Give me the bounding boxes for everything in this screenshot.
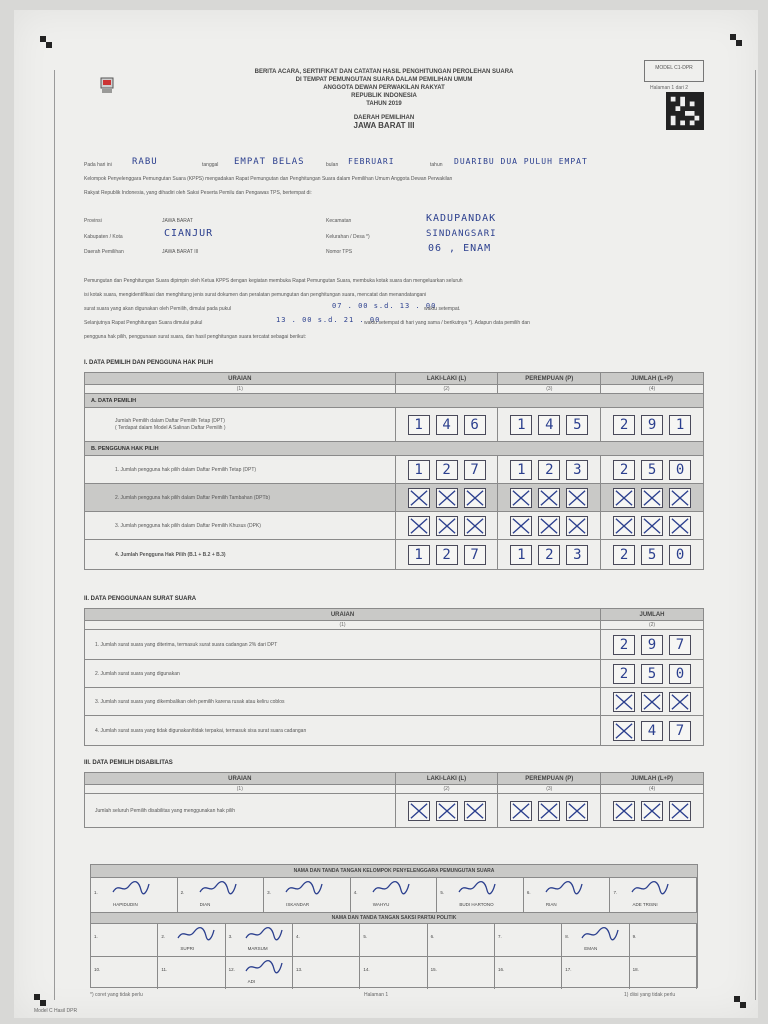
signature-name: ISKANDAR — [286, 902, 310, 907]
signature-number: 4. — [353, 890, 358, 895]
s2-col-jumlah: JUMLAH — [601, 609, 704, 621]
crossed-box[interactable] — [669, 692, 691, 712]
digit-box[interactable]: 5 — [641, 545, 663, 565]
month-label: bulan — [326, 162, 339, 168]
s1-a-row-sublabel: ( Terdapat dalam Model A Salinan Daftar Pemilih ) — [115, 424, 226, 431]
title-line-4: REPUBLIK INDONESIA — [351, 93, 417, 99]
section-2-title: II. DATA PENGGUNAAN SURAT SUARA — [84, 596, 197, 602]
signature-number: 8. — [565, 934, 570, 939]
digit-box[interactable]: 0 — [669, 545, 691, 565]
saksi-signature-cell[interactable] — [226, 957, 293, 989]
provinsi-label: Provinsi — [84, 218, 102, 224]
s3-num-4: (4) — [601, 785, 704, 794]
digit-box[interactable]: 7 — [669, 635, 691, 655]
registration-mark-top-right — [730, 34, 742, 46]
kecamatan-field[interactable]: KADUPANDAK — [426, 213, 497, 224]
crossed-box[interactable] — [566, 516, 588, 536]
crossed-box[interactable] — [464, 801, 486, 821]
saksi-signature-row-2 — [91, 956, 697, 989]
kabupaten-label: Kabupaten / Kota — [84, 234, 123, 240]
kpps-signature-cell[interactable] — [351, 878, 438, 912]
paragraph-line-3: surat suara yang akan digunakan oleh Pemilih, dimulai pada pukul — [84, 306, 232, 312]
crossed-box[interactable] — [613, 488, 635, 508]
crossed-box[interactable] — [408, 516, 430, 536]
dapil-value: JAWA BARAT III — [353, 121, 415, 130]
crossed-box[interactable] — [464, 488, 486, 508]
saksi-signature-title: NAMA DAN TANDA TANGAN SAKSI PARTAI POLITIK — [91, 913, 697, 923]
digit-box[interactable]: 2 — [613, 460, 635, 480]
signature-name: EMAN — [584, 946, 598, 951]
s1-col-laki: LAKI-LAKI (L) — [395, 373, 498, 385]
qr-code-icon — [666, 92, 704, 130]
signature-number: 15. — [430, 967, 437, 972]
saksi-signature-cell[interactable] — [495, 924, 562, 956]
digit-box[interactable]: 1 — [408, 545, 430, 565]
registration-mark-bottom-left — [34, 994, 46, 1006]
crossed-box[interactable] — [641, 801, 663, 821]
s3-num-1: (1) — [85, 785, 396, 794]
kpps-signature-cell[interactable] — [524, 878, 611, 912]
signature-scribble-icon — [284, 880, 324, 901]
dapil-heading: DAERAH PEMILIHAN — [353, 115, 415, 121]
digit-box[interactable]: 2 — [436, 460, 458, 480]
s1-num-2: (2) — [395, 385, 498, 394]
crossed-box[interactable] — [408, 488, 430, 508]
signature-scribble-icon — [544, 880, 584, 901]
digit-box[interactable]: 2 — [613, 664, 635, 684]
s1-a-jumlah-digits — [601, 415, 703, 435]
s3-col-laki: LAKI-LAKI (L) — [395, 773, 498, 785]
signature-number: 5. — [440, 890, 445, 895]
section-3-title: III. DATA PEMILIH DISABILITAS — [84, 760, 173, 766]
document-title — [164, 68, 604, 130]
footer-model: Model C Hasil DPR — [34, 1008, 78, 1014]
signature-number: 6. — [526, 890, 531, 895]
kelurahan-field[interactable]: SINDANGSARI — [426, 229, 497, 239]
signature-name: MARSUM — [247, 946, 268, 951]
kpps-signature-cell[interactable] — [437, 878, 524, 912]
s1-a-perempuan-digits — [498, 415, 600, 435]
footer-note-right: 1) diisi yang tidak perlu — [624, 992, 676, 998]
crossed-box[interactable] — [641, 488, 663, 508]
page-indicator: Halaman 1 dari 2 — [650, 85, 689, 91]
signature-number: 11. — [161, 967, 168, 972]
signature-number: 14. — [363, 967, 370, 972]
signature-number: 6. — [430, 934, 435, 939]
kpps-signature-cell[interactable] — [91, 878, 178, 912]
paragraph-line-2: isi kotak suara, mengidentifikasi dan menghitung jenis surat dokumen dan peralatan pemungutan dan penghitungan suara, mencatat dan menandatangani — [84, 292, 427, 298]
signature-number: 1. — [94, 890, 98, 895]
s3-num-2: (2) — [395, 785, 498, 794]
tps-label: Nomor TPS — [326, 249, 353, 255]
s1-b4-label: 4. Jumlah Pengguna Hak Pilih (B.1 + B.2 + B.3) — [85, 540, 396, 570]
saksi-signature-cell[interactable] — [91, 957, 158, 989]
digit-box[interactable]: 1 — [510, 460, 532, 480]
signature-number: 13. — [295, 967, 303, 972]
s3-col-uraian: URAIAN — [85, 773, 396, 785]
section-1-title: I. DATA PEMILIH DAN PENGGUNA HAK PILIH — [84, 360, 213, 366]
kpu-logo-icon — [100, 74, 114, 96]
title-line-5: TAHUN 2019 — [366, 101, 402, 107]
signature-number: 4. — [295, 934, 300, 939]
registration-mark-top-left — [40, 36, 52, 48]
digit-box[interactable]: 5 — [641, 460, 663, 480]
kelurahan-label: Kelurahan / Desa *) — [326, 234, 370, 240]
saksi-signature-cell[interactable] — [158, 957, 225, 989]
crossed-box[interactable] — [566, 801, 588, 821]
saksi-signature-cell[interactable] — [630, 957, 697, 989]
signature-panel — [90, 864, 698, 988]
s3-row — [85, 794, 704, 828]
kpps-signature-cell[interactable] — [178, 878, 265, 912]
provinsi-value: JAWA BARAT — [162, 218, 193, 224]
s1-a-row — [85, 408, 704, 442]
year-label: tahun — [430, 162, 443, 168]
signature-name: SUPRI — [180, 946, 195, 951]
opening-text-1: Kelompok Penyelenggara Pemungutan Suara (KPPS) mengadakan Rapat Pemungutan dan Penghitungan Suara dalam Pemilihan Umum Anggota Dewan Perwakilan — [84, 176, 453, 182]
crossed-box[interactable] — [669, 488, 691, 508]
paragraph-line-1: Pemungutan dan Penghitungan Suara dipimpin oleh Ketua KPPS dengan kegiatan membuka Rapat Pemungutan Suara, membuka kotak suara dan mengeluarkan seluruh — [84, 278, 463, 284]
saksi-signature-cell[interactable] — [428, 924, 495, 956]
digit-box[interactable]: 1 — [408, 415, 430, 435]
saksi-signature-cell[interactable] — [562, 957, 629, 989]
crossed-box[interactable] — [613, 692, 635, 712]
model-box: MODEL C1-DPR — [644, 60, 704, 82]
signature-name: HAPIDUDIN — [113, 902, 138, 907]
digit-box[interactable]: 1 — [510, 545, 532, 565]
crossed-box[interactable] — [669, 516, 691, 536]
s2-row-4 — [85, 716, 704, 746]
daerah-pemilihan-label: Daerah Pemilihan — [84, 249, 124, 255]
signature-number: 17. — [565, 967, 572, 972]
crossed-box[interactable] — [436, 488, 458, 508]
tps-field[interactable]: 06 , ENAM — [428, 243, 492, 254]
title-line-3: ANGGOTA DEWAN PERWAKILAN RAKYAT — [323, 85, 445, 91]
digit-box[interactable]: 0 — [669, 460, 691, 480]
s1-col-perempuan: PEREMPUAN (P) — [498, 373, 601, 385]
s1-b2-row — [85, 484, 704, 512]
digit-box[interactable]: 7 — [464, 545, 486, 565]
saksi-signature-cell[interactable] — [562, 924, 629, 956]
saksi-signature-cell[interactable] — [630, 924, 697, 956]
date-label: tanggal — [202, 162, 219, 168]
crossed-box[interactable] — [436, 801, 458, 821]
s2-row-3-label: 3. Jumlah surat suara yang dikembalikan oleh pemilih karena rusak atau keliru coblos — [85, 688, 601, 716]
s1-b3-label: 3. Jumlah pengguna hak pilih dalam Daftar Pemilih Khusus (DPK) — [85, 512, 396, 540]
digit-box[interactable]: 4 — [436, 415, 458, 435]
paragraph-line-3b: waktu setempat. — [424, 306, 461, 312]
s2-num-2: (2) — [601, 621, 704, 630]
digit-box[interactable]: 9 — [641, 635, 663, 655]
signature-name: ADE TRISNI — [632, 902, 658, 907]
signature-scribble-icon — [580, 926, 620, 947]
crossed-box[interactable] — [566, 488, 588, 508]
s1-num-4: (4) — [601, 385, 704, 394]
crossed-box[interactable] — [641, 692, 663, 712]
signature-number: 1. — [94, 934, 98, 939]
crossed-box[interactable] — [669, 801, 691, 821]
month-field[interactable]: FEBRUARI — [348, 157, 395, 166]
digit-box[interactable]: 4 — [641, 721, 663, 741]
daerah-pemilihan-value: JAWA BARAT III — [162, 249, 199, 255]
signature-name: DIAN — [199, 902, 211, 907]
digit-box[interactable]: 9 — [641, 415, 663, 435]
signature-number: 2. — [161, 934, 166, 939]
signature-number: 16. — [497, 967, 505, 972]
s1-a-row-label: Jumlah Pemilih dalam Daftar Pemilih Tetap (DPT) — [115, 417, 225, 424]
opening-text-2: Rakyat Republik Indonesia, yang dihadiri oleh Saksi Peserta Pemilu dan Pengawas TPS, bertempat di: — [84, 190, 312, 196]
saksi-signature-cell[interactable] — [428, 957, 495, 989]
crossed-box[interactable] — [613, 721, 635, 741]
signature-scribble-icon — [244, 959, 284, 980]
s2-row-1-label: 1. Jumlah surat suara yang diterima, termasuk surat suara cadangan 2% dari DPT — [85, 630, 601, 660]
s1-a-title: A. DATA PEMILIH — [85, 394, 704, 408]
s1-b-title: B. PENGGUNA HAK PILIH — [85, 442, 704, 456]
paragraph-line-5: pengguna hak pilih, penggunaan surat suara, dan hasil penghitungan suara tercatat sebagai berikut: — [84, 334, 307, 340]
s1-b3-row — [85, 512, 704, 540]
signature-scribble-icon — [630, 880, 670, 901]
digit-box[interactable]: 2 — [436, 545, 458, 565]
s2-num-1: (1) — [85, 621, 601, 630]
kpps-signature-row — [91, 877, 697, 913]
signature-number: 9. — [632, 934, 637, 939]
crossed-box[interactable] — [613, 516, 635, 536]
s2-row-2 — [85, 660, 704, 688]
s3-row-label: Jumlah seluruh Pemilih disabilitas yang menggunakan hak pilih — [85, 794, 396, 828]
counting-time-field[interactable]: 13 . 00 s.d. 21 . 00 — [276, 316, 381, 324]
s2-row-1 — [85, 630, 704, 660]
signature-scribble-icon — [457, 880, 497, 901]
digit-box[interactable]: 2 — [613, 415, 635, 435]
section-3-table — [84, 772, 704, 828]
digit-box[interactable]: 1 — [408, 460, 430, 480]
document-paper — [14, 10, 758, 1018]
section-1-table — [84, 372, 704, 570]
s1-a-laki-digits — [396, 415, 498, 435]
s1-num-1: (1) — [85, 385, 396, 394]
footer-note-left: *) coret yang tidak perlu — [90, 992, 143, 998]
crossed-box[interactable] — [641, 516, 663, 536]
title-line-2: DI TEMPAT PEMUNGUTAN SUARA DALAM PEMILIHAN UMUM — [295, 77, 473, 83]
saksi-signature-cell[interactable] — [360, 957, 427, 989]
digit-box[interactable]: 0 — [669, 664, 691, 684]
title-line-1: BERITA ACARA, SERTIFIKAT DAN CATATAN HASIL PENGHITUNGAN PEROLEHAN SUARA — [254, 69, 514, 75]
day-label: Pada hari ini — [84, 162, 112, 168]
signature-name: WAHYU — [372, 902, 390, 907]
s1-b1-row — [85, 456, 704, 484]
signature-number: 12. — [228, 967, 235, 972]
kabupaten-field[interactable]: CIANJUR — [164, 228, 214, 239]
digit-box[interactable]: 2 — [538, 545, 560, 565]
signature-number: 2. — [180, 890, 185, 895]
crossed-box[interactable] — [538, 516, 560, 536]
crossed-box[interactable] — [538, 488, 560, 508]
crossed-box[interactable] — [538, 801, 560, 821]
digit-box[interactable]: 5 — [641, 664, 663, 684]
signature-number: 18. — [632, 967, 639, 972]
signature-scribble-icon — [111, 880, 151, 901]
saksi-signature-cell[interactable] — [158, 924, 225, 956]
digit-box[interactable]: 7 — [464, 460, 486, 480]
s3-num-3: (3) — [498, 785, 601, 794]
crossed-box[interactable] — [510, 488, 532, 508]
saksi-signature-cell[interactable] — [293, 924, 360, 956]
section-2-table — [84, 608, 704, 746]
digit-box[interactable]: 2 — [613, 545, 635, 565]
saksi-signature-cell[interactable] — [91, 924, 158, 956]
signature-scribble-icon — [198, 880, 238, 901]
digit-box[interactable]: 1 — [669, 415, 691, 435]
signature-scribble-icon — [176, 926, 216, 947]
s1-b2-label: 2. Jumlah pengguna hak pilih dalam Daftar Pemilih Tambahan (DPTb) — [85, 484, 396, 512]
signature-name: ADI — [247, 979, 256, 984]
kecamatan-label: Kecamatan — [326, 218, 352, 224]
digit-box[interactable]: 3 — [566, 460, 588, 480]
s2-row-4-label: 4. Jumlah surat suara yang tidak digunakan/tidak terpakai, termasuk sisa surat suara cadangan — [85, 716, 601, 746]
kpps-signature-cell[interactable] — [610, 878, 697, 912]
crossed-box[interactable] — [613, 801, 635, 821]
crossed-box[interactable] — [510, 801, 532, 821]
s1-col-jumlah: JUMLAH (L+P) — [601, 373, 704, 385]
digit-box[interactable]: 5 — [566, 415, 588, 435]
digit-box[interactable]: 4 — [538, 415, 560, 435]
s3-col-perempuan: PEREMPUAN (P) — [498, 773, 601, 785]
kpps-signature-title: NAMA DAN TANDA TANGAN KELOMPOK PENYELENGGARA PEMUNGUTAN SUARA — [91, 865, 697, 877]
s2-row-3 — [85, 688, 704, 716]
signature-number: 10. — [94, 967, 101, 972]
saksi-signature-cell[interactable] — [360, 924, 427, 956]
crossed-box[interactable] — [510, 516, 532, 536]
s1-b1-label: 1. Jumlah pengguna hak pilih dalam Daftar Pemilih Tetap (DPT) — [85, 456, 396, 484]
date-field[interactable]: EMPAT BELAS — [234, 157, 305, 167]
s1-num-3: (3) — [498, 385, 601, 394]
s2-row-2-label: 2. Jumlah surat suara yang digunakan — [85, 660, 601, 688]
s1-b4-row — [85, 540, 704, 570]
voting-time-field[interactable]: 07 . 00 s.d. 13 . 00 — [332, 302, 437, 310]
kpps-signature-cell[interactable] — [264, 878, 351, 912]
digit-box[interactable]: 2 — [613, 635, 635, 655]
crossed-box[interactable] — [408, 801, 430, 821]
day-field[interactable]: RABU — [132, 157, 158, 167]
crossed-box[interactable] — [464, 516, 486, 536]
signature-scribble-icon — [244, 926, 284, 947]
signature-number: 7. — [613, 890, 618, 895]
saksi-signature-row-1 — [91, 923, 697, 956]
footer-page: Halaman 1 — [364, 992, 389, 998]
digit-box[interactable]: 3 — [566, 545, 588, 565]
signature-number: 3. — [267, 890, 271, 895]
saksi-signature-cell[interactable] — [293, 957, 360, 989]
signature-number: 3. — [228, 934, 233, 939]
year-field[interactable]: DUARIBU DUA PULUH EMPAT — [454, 157, 588, 166]
digit-box[interactable]: 1 — [510, 415, 532, 435]
paragraph-line-4: Selanjutnya Rapat Penghitungan Suara dimulai pukul — [84, 320, 203, 326]
saksi-signature-cell[interactable] — [495, 957, 562, 989]
signature-number: 5. — [363, 934, 368, 939]
s1-col-uraian: URAIAN — [85, 373, 396, 385]
s3-col-jumlah: JUMLAH (L+P) — [601, 773, 704, 785]
paragraph-line-4b: waktu setempat di hari yang sama / berikutnya *). Adapun data pemilih dan — [364, 320, 530, 326]
digit-box[interactable]: 2 — [538, 460, 560, 480]
s2-col-uraian: URAIAN — [85, 609, 601, 621]
digit-box[interactable]: 7 — [669, 721, 691, 741]
crossed-box[interactable] — [436, 516, 458, 536]
signature-number: 7. — [497, 934, 502, 939]
saksi-signature-cell[interactable] — [226, 924, 293, 956]
signature-scribble-icon — [371, 880, 411, 901]
digit-box[interactable]: 6 — [464, 415, 486, 435]
signature-name: RIAN — [545, 902, 557, 907]
signature-name: BUDI HARTONO — [459, 902, 494, 907]
